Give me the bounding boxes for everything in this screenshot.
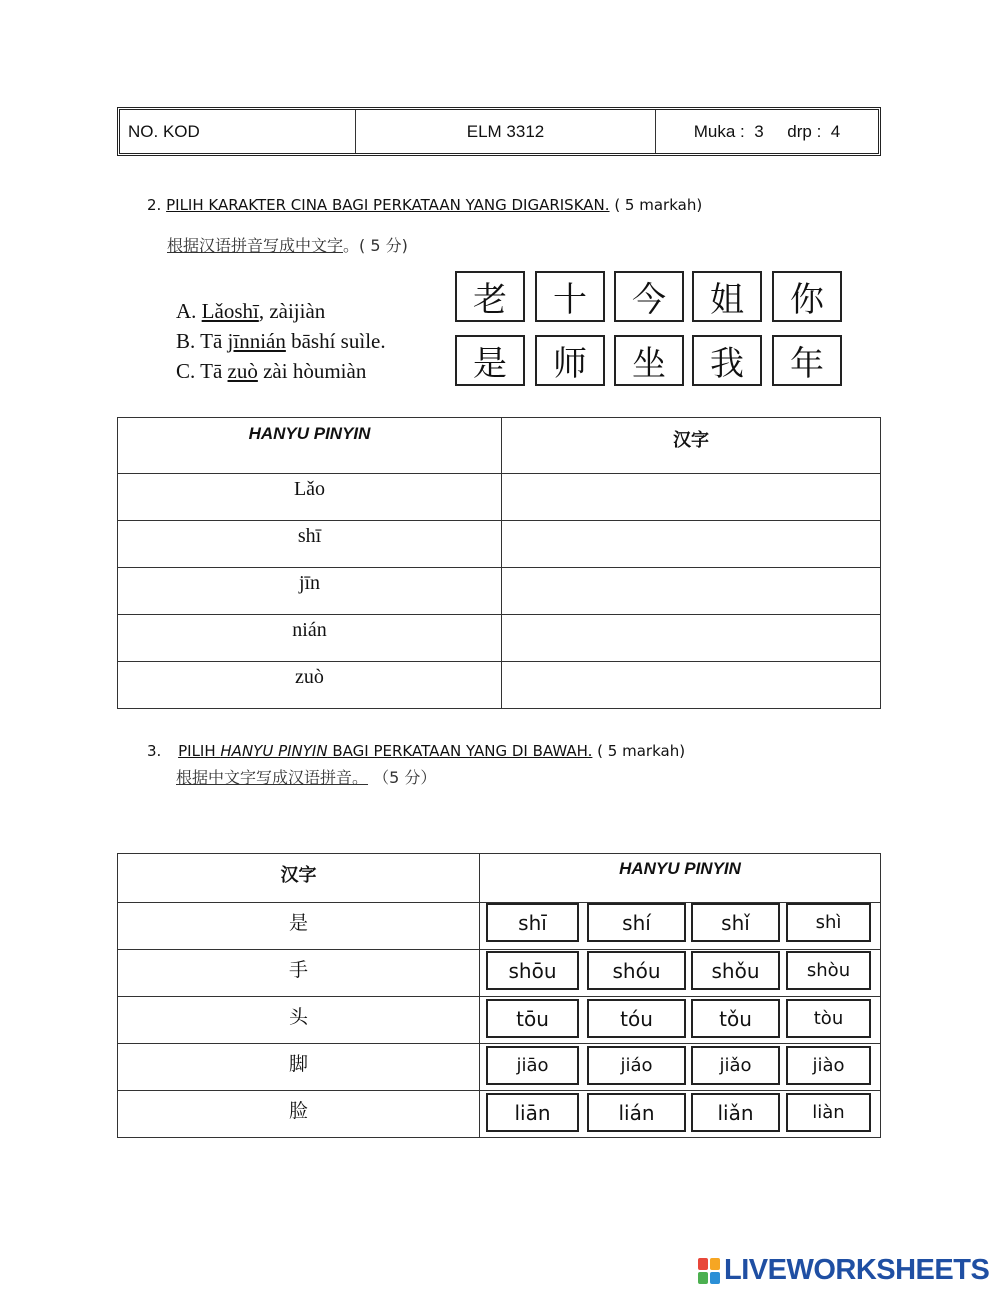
q3-subtitle bbox=[176, 765, 436, 788]
q2-header-hanzi: 汉字 bbox=[502, 418, 881, 474]
pinyin-cell: jīn bbox=[118, 568, 502, 615]
pinyin-option[interactable]: liān bbox=[486, 1093, 579, 1132]
logo-text: LIVEWORKSHEETS bbox=[724, 1254, 990, 1286]
answer-drop-zone[interactable] bbox=[502, 568, 881, 615]
sentence-c-rest: zài hòumiàn bbox=[257, 359, 367, 383]
sentence-a-underlined: Lǎoshī bbox=[201, 299, 259, 323]
pinyin-option[interactable]: liàn bbox=[786, 1093, 871, 1132]
pinyin-cell: shī bbox=[118, 521, 502, 568]
pinyin-option[interactable]: shǒu bbox=[691, 951, 780, 990]
char-choice[interactable]: 我 bbox=[692, 335, 762, 386]
hanzi-cell: 脸 bbox=[118, 1091, 480, 1138]
q3-number: 3. bbox=[147, 742, 162, 760]
pinyin-option[interactable]: jiāo bbox=[486, 1046, 579, 1085]
pinyin-option[interactable]: liǎn bbox=[691, 1093, 780, 1132]
table-row bbox=[118, 662, 881, 709]
char-choice[interactable]: 十 bbox=[535, 271, 605, 322]
pinyin-option[interactable]: tóu bbox=[587, 999, 686, 1038]
q3-instruction bbox=[178, 742, 592, 760]
q2-subtitle bbox=[167, 233, 408, 256]
char-choice[interactable]: 你 bbox=[772, 271, 842, 322]
answer-drop-zone[interactable] bbox=[502, 474, 881, 521]
header-table bbox=[117, 107, 881, 156]
q3-header-hanzi: 汉字 bbox=[118, 854, 480, 903]
pinyin-cell: Lǎo bbox=[118, 474, 502, 521]
sentence-b-rest: bāshí suìle. bbox=[285, 329, 386, 353]
sentence-a-prefix: A. bbox=[176, 299, 202, 323]
course-code: ELM 3312 bbox=[356, 110, 656, 153]
sentence-b bbox=[176, 329, 386, 354]
q2-marks: ( 5 markah) bbox=[614, 196, 703, 214]
q3-header-pinyin: HANYU PINYIN bbox=[480, 854, 881, 903]
pinyin-option[interactable]: jiáo bbox=[587, 1046, 686, 1085]
q3-title-italic: HANYU PINYIN bbox=[220, 742, 328, 760]
pinyin-cell: zuò bbox=[118, 662, 502, 709]
liveworksheets-logo bbox=[698, 1254, 989, 1287]
char-choice[interactable]: 年 bbox=[772, 335, 842, 386]
char-choice[interactable]: 是 bbox=[455, 335, 525, 386]
sentence-c-prefix: C. Tā bbox=[176, 359, 228, 383]
sentence-a-rest: , zàijiàn bbox=[258, 299, 326, 323]
hanzi-cell: 是 bbox=[118, 903, 480, 950]
answer-drop-zone[interactable] bbox=[502, 521, 881, 568]
answer-drop-zone[interactable] bbox=[502, 615, 881, 662]
pinyin-option[interactable]: jiǎo bbox=[691, 1046, 780, 1085]
hanzi-cell: 脚 bbox=[118, 1044, 480, 1091]
q3-marks: ( 5 markah) bbox=[592, 742, 686, 760]
pinyin-option[interactable]: shì bbox=[786, 903, 871, 942]
sentence-a bbox=[176, 299, 325, 324]
sentence-c bbox=[176, 359, 366, 384]
q2-subtitle-marks: 。( 5 分) bbox=[343, 236, 408, 255]
char-choice[interactable]: 老 bbox=[455, 271, 525, 322]
pinyin-option[interactable]: shí bbox=[587, 903, 686, 942]
q2-header-pinyin: HANYU PINYIN bbox=[118, 418, 502, 474]
page-info: Muka : 3 drp : 4 bbox=[693, 121, 841, 141]
q2-subtitle-cn: 根据汉语拼音写成中文字 bbox=[167, 236, 344, 255]
pinyin-option[interactable]: tōu bbox=[486, 999, 579, 1038]
sentence-c-underlined: zuò bbox=[227, 359, 258, 383]
sentence-b-underlined: jīnnián bbox=[227, 329, 286, 353]
table-row bbox=[118, 521, 881, 568]
q3-title-part1: PILIH bbox=[178, 742, 221, 760]
pinyin-option[interactable]: shōu bbox=[486, 951, 579, 990]
hanzi-cell: 头 bbox=[118, 997, 480, 1044]
pinyin-option[interactable]: tǒu bbox=[691, 999, 780, 1038]
table-row bbox=[118, 615, 881, 662]
char-choice[interactable]: 今 bbox=[614, 271, 684, 322]
pinyin-option[interactable]: jiào bbox=[786, 1046, 871, 1085]
hanzi-cell: 手 bbox=[118, 950, 480, 997]
pinyin-option[interactable]: shòu bbox=[786, 951, 871, 990]
char-choice[interactable]: 姐 bbox=[692, 271, 762, 322]
q2-answer-table bbox=[117, 417, 881, 709]
pinyin-cell: nián bbox=[118, 615, 502, 662]
pinyin-option[interactable]: tòu bbox=[786, 999, 871, 1038]
q2-instruction: PILIH KARAKTER CINA BAGI PERKATAAN YANG DIGARISKAN. bbox=[166, 196, 610, 214]
q3-title-part2: BAGI PERKATAAN YANG DI BAWAH. bbox=[327, 742, 593, 760]
char-choice[interactable]: 坐 bbox=[614, 335, 684, 386]
q3-subtitle-cn: 根据中文字写成汉语拼音。 bbox=[176, 768, 369, 787]
char-choice[interactable]: 师 bbox=[535, 335, 605, 386]
pinyin-option[interactable]: shóu bbox=[587, 951, 686, 990]
kod-label: NO. KOD bbox=[120, 110, 356, 153]
q3-subtitle-marks: （5 分） bbox=[368, 768, 437, 787]
table-row bbox=[118, 474, 881, 521]
answer-drop-zone[interactable] bbox=[502, 662, 881, 709]
pinyin-option[interactable]: shǐ bbox=[691, 903, 780, 942]
pinyin-option[interactable]: shī bbox=[486, 903, 579, 942]
q3-title bbox=[147, 742, 685, 760]
logo-blocks-icon bbox=[698, 1258, 720, 1284]
q2-number: 2. bbox=[147, 196, 162, 214]
table-row bbox=[118, 568, 881, 615]
sentence-b-prefix: B. Tā bbox=[176, 329, 228, 353]
q2-title bbox=[147, 196, 702, 214]
pinyin-option[interactable]: lián bbox=[587, 1093, 686, 1132]
